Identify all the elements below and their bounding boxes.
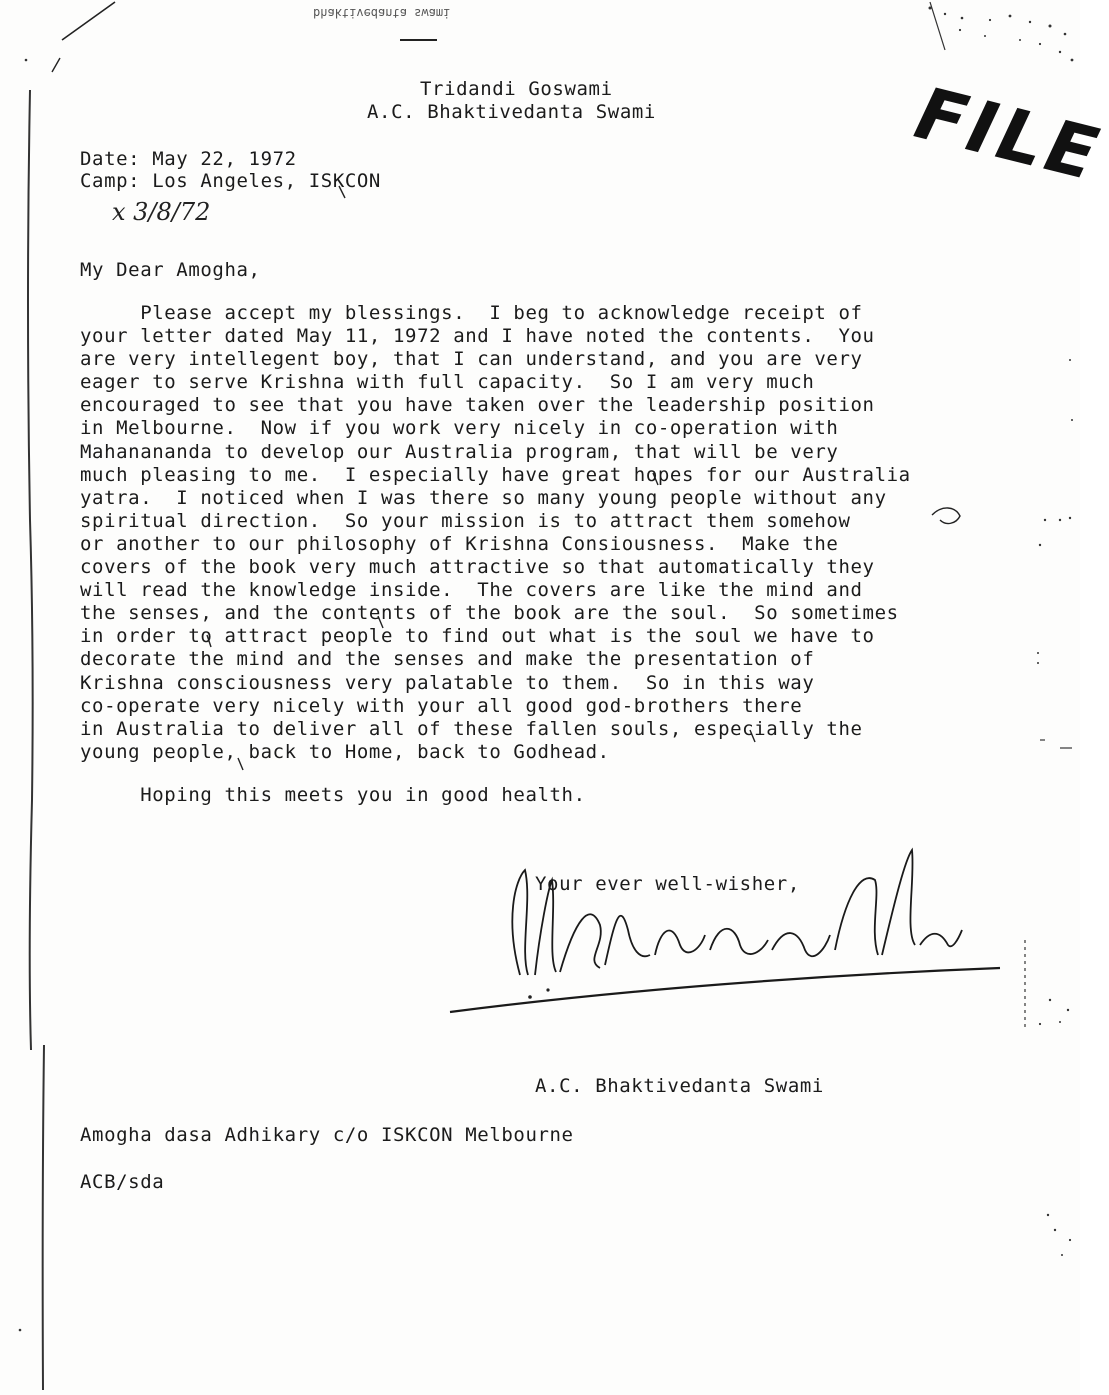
letterhead-name: A.C. Bhaktivedanta Swami bbox=[367, 101, 656, 123]
body-line: Krishna consciousness very palatable to them. So in this way bbox=[80, 671, 815, 694]
body-line: co-operate very nicely with your all good god-brothers there bbox=[80, 694, 803, 717]
file-stamp: FILE bbox=[907, 70, 1109, 198]
body-line: are very intellegent boy, that I can understand, and you are very bbox=[80, 348, 863, 371]
body-line: or another to our philosophy of Krishna Consiousness. Make the bbox=[80, 532, 839, 555]
body-line: covers of the book very much attractive so that automatically they bbox=[80, 556, 875, 579]
body-line: yatra. I noticed when I was there so many young people without any bbox=[80, 486, 887, 509]
body-line: in Melbourne. Now if you work very nicely in co-operation with bbox=[80, 417, 839, 440]
letter-body bbox=[80, 302, 1040, 764]
body-line: the senses, and the contents of the book are the soul. So sometimes bbox=[80, 602, 899, 625]
bleed-through-text: bhaktivedanta swami bbox=[313, 6, 451, 20]
handwritten-date-note: x 3/8/72 bbox=[112, 198, 211, 226]
letter-date: Date: May 22, 1972 bbox=[80, 148, 297, 170]
body-line: Please accept my blessings. I beg to acknowledge receipt of bbox=[80, 302, 863, 324]
body-line: in Australia to deliver all of these fallen souls, especially the bbox=[80, 717, 863, 740]
closing-wish: Hoping this meets you in good health. bbox=[80, 784, 586, 806]
valediction: Your ever well-wisher, bbox=[535, 873, 800, 895]
reference-initials: ACB/sda bbox=[80, 1171, 165, 1193]
body-line: in order to attract people to find out what is the soul we have to bbox=[80, 625, 875, 648]
letter-camp: Camp: Los Angeles, ISKCON bbox=[80, 170, 381, 192]
body-line: eager to serve Krishna with full capacity. So I am very much bbox=[80, 371, 815, 394]
body-line: decorate the mind and the senses and make the presentation of bbox=[80, 648, 815, 671]
recipient-line: Amogha dasa Adhikary c/o ISKCON Melbourne bbox=[80, 1124, 574, 1146]
signed-name: A.C. Bhaktivedanta Swami bbox=[535, 1075, 824, 1097]
body-line: young people, back to Home, back to Godhead. bbox=[80, 740, 610, 763]
body-line: your letter dated May 11, 1972 and I have noted the contents. You bbox=[80, 325, 875, 348]
salutation: My Dear Amogha, bbox=[80, 259, 261, 281]
body-line: spiritual direction. So your mission is to attract them somehow bbox=[80, 509, 851, 532]
body-line: encouraged to see that you have taken over the leadership position bbox=[80, 394, 875, 417]
body-line: much pleasing to me. I especially have great hopes for our Australia bbox=[80, 463, 911, 486]
body-line: Mahanananda to develop our Australia program, that will be very bbox=[80, 440, 839, 463]
body-line: will read the knowledge inside. The covers are like the mind and bbox=[80, 579, 863, 602]
letterhead-title: Tridandi Goswami bbox=[420, 78, 613, 100]
